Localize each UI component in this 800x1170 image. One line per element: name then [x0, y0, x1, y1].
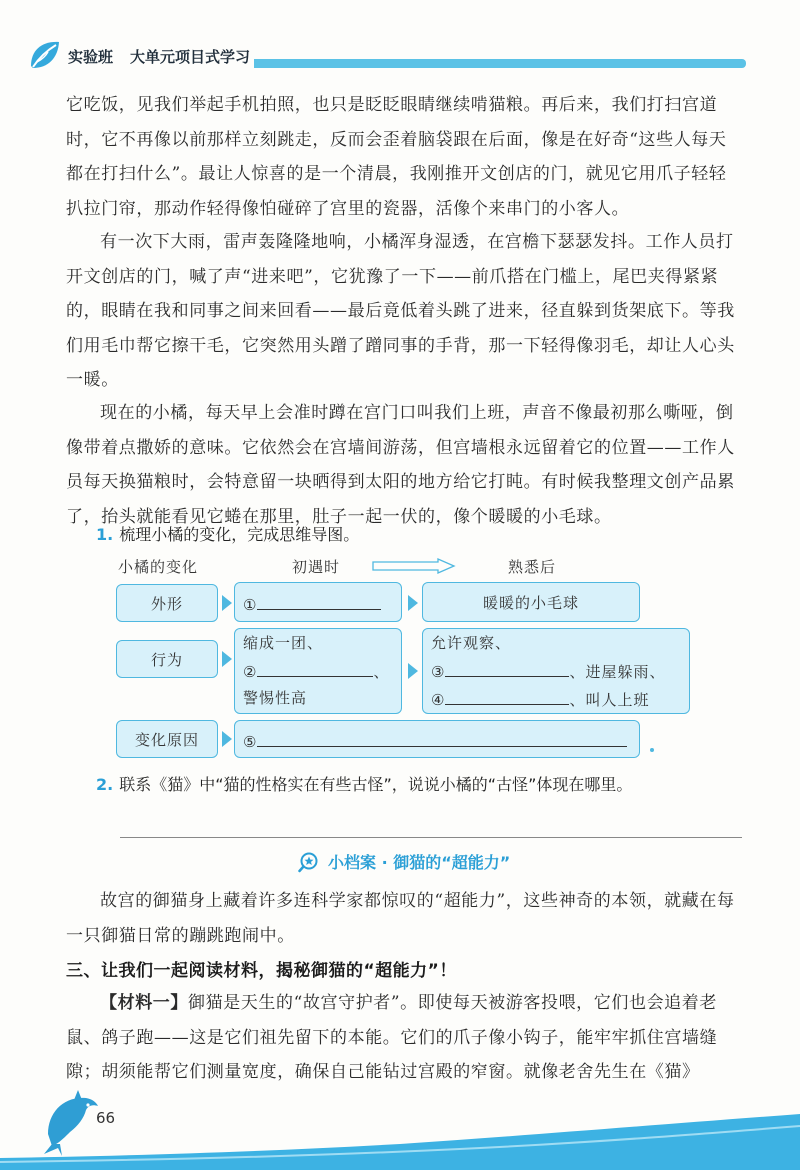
behavior-after-item-1: 允许观察、	[431, 634, 512, 652]
blank-2-marker: ②	[243, 663, 258, 681]
page-header	[0, 0, 800, 90]
material-1-label: 【材料一】	[100, 993, 188, 1013]
blank-5-marker: ⑤	[243, 733, 258, 751]
appearance-first-box	[234, 582, 402, 622]
leaf-logo-icon	[28, 38, 62, 72]
behavior-first-item-3: 警惕性高	[243, 689, 308, 707]
series-name: 实验班	[68, 48, 114, 66]
material-1-paragraph	[66, 986, 742, 1090]
reason-box	[234, 720, 640, 758]
footer-wave	[0, 1100, 800, 1170]
dolphin-icon	[40, 1088, 102, 1158]
question-1-text: 梳理小橘的变化，完成思维导图。	[119, 525, 360, 544]
behavior-after-box	[422, 628, 690, 714]
behavior-first-item-1: 缩成一团、	[243, 634, 324, 652]
blank-3-marker: ③	[431, 663, 446, 681]
category-appearance	[116, 584, 218, 622]
dot-marker	[650, 748, 654, 752]
arrow-right-icon	[222, 651, 232, 667]
behavior-after-item-2: 、进屋躲雨、	[569, 663, 666, 681]
appearance-after-box	[422, 582, 640, 622]
story-paragraph-3: 现在的小橘，每天早上会准时蹲在宫门口叫我们上班，声音不像最初那么嘶哑，倒像带着点撒娇的意味。它依然会在宫墙间游荡，但宫墙根永远留着它的位置——工作人员每天换猫粮时，会特意留一块晒得到太阳的地方给它打盹。有时候我整理文创产品累了，抬头就能看见它蜷在那里，肚子一起一伏的，像个暖暖的小毛球。	[66, 403, 735, 527]
series-subtitle: 大单元项目式学习	[130, 48, 251, 66]
page-number: 66	[96, 1109, 116, 1127]
question-1	[96, 522, 359, 545]
blank-2-line[interactable]	[257, 659, 373, 677]
blank-3-line[interactable]	[445, 659, 569, 677]
header-bar	[254, 59, 746, 68]
behavior-after-item-3: 、叫人上班	[569, 691, 650, 709]
answer-divider	[120, 837, 742, 838]
question-2-text: 联系《猫》中“猫的性格实在有些古怪”，说说小橘的“古怪”体现在哪里。	[119, 775, 633, 794]
behavior-first-box	[234, 628, 402, 714]
arrow-right-icon	[222, 731, 232, 747]
blank-4-line[interactable]	[445, 687, 569, 705]
category-reason-label: 变化原因	[134, 730, 199, 749]
mindmap-col-change: 小橘的变化	[118, 558, 199, 576]
question-1-number: 1.	[96, 525, 114, 544]
category-reason	[116, 720, 218, 758]
story-paragraph-2: 有一次下大雨，雷声轰隆隆地响，小橘浑身湿透，在宫檐下瑟瑟发抖。工作人员打开文创店的门，喊了声“进来吧”，它犹豫了一下——前爪搭在门槛上，尾巴夹得紧紧的，眼睛在我和同事之间来回看——最后竟低着头跳了进来，径直躲到货架底下。等我们用毛巾帮它擦干毛，它突然用头蹭了蹭同事的手背，那一下轻得像羽毛，却让人心头一暖。	[66, 232, 735, 390]
archive-title: 小档案 · 御猫的“超能力”	[328, 853, 511, 872]
appearance-after-text: 暖暖的小毛球	[482, 593, 579, 612]
question-2	[96, 772, 632, 795]
blank-4-marker: ④	[431, 691, 446, 709]
category-appearance-label: 外形	[150, 594, 183, 613]
blank-1-line[interactable]	[257, 592, 381, 610]
archive-paragraph: 故宫的御猫身上藏着许多连科学家都惊叹的“超能力”，这些神奇的本领，就藏在每一只御猫日常的蹦跳跑闹中。	[66, 891, 735, 946]
story-paragraph-1: 它吃饭，见我们举起手机拍照，也只是眨眨眼睛继续啃猫粮。再后来，我们打扫宫道时，它不再像以前那样立刻跳走，反而会歪着脑袋跟在后面，像是在好奇“这些人每天都在打扫什么”。最让人惊喜的是一个清晨，我刚推开文创店的门，就见它用爪子轻轻扒拉门帘，那动作轻得像怕碰碎了宫里的瓷器，活像个来串门的小客人。	[66, 95, 727, 219]
blank-2-comma: 、	[373, 663, 390, 681]
category-behavior	[116, 640, 218, 678]
category-behavior-label: 行为	[150, 650, 183, 669]
material-1-text: 御猫是天生的“故宫守护者”。即使每天被游客投喂，它们也会追着老鼠、鸽子跑——这是它们祖先留下的本能。它们的爪子像小钩子，能牢牢抓住宫墙缝隙；胡须能帮它们测量宽度，确保自己能钻过宫殿的窄窗。就像老舍先生在《猫》	[66, 993, 718, 1082]
arrow-right-icon	[222, 595, 232, 611]
section-3-title: 三、让我们一起阅读材料，揭秘御猫的“超能力”！	[66, 961, 457, 981]
mindmap-col-familiar: 熟悉后	[508, 558, 557, 576]
mindmap-col-first: 初遇时	[292, 558, 341, 576]
blank-5-line[interactable]	[257, 729, 627, 747]
question-2-number: 2.	[96, 775, 114, 794]
blank-1-marker: ①	[243, 596, 258, 614]
arrow-right-icon	[408, 595, 418, 611]
arrow-right-icon	[372, 558, 456, 574]
archive-heading	[298, 850, 510, 873]
magnifier-icon	[298, 851, 324, 873]
arrow-right-icon	[408, 663, 418, 679]
